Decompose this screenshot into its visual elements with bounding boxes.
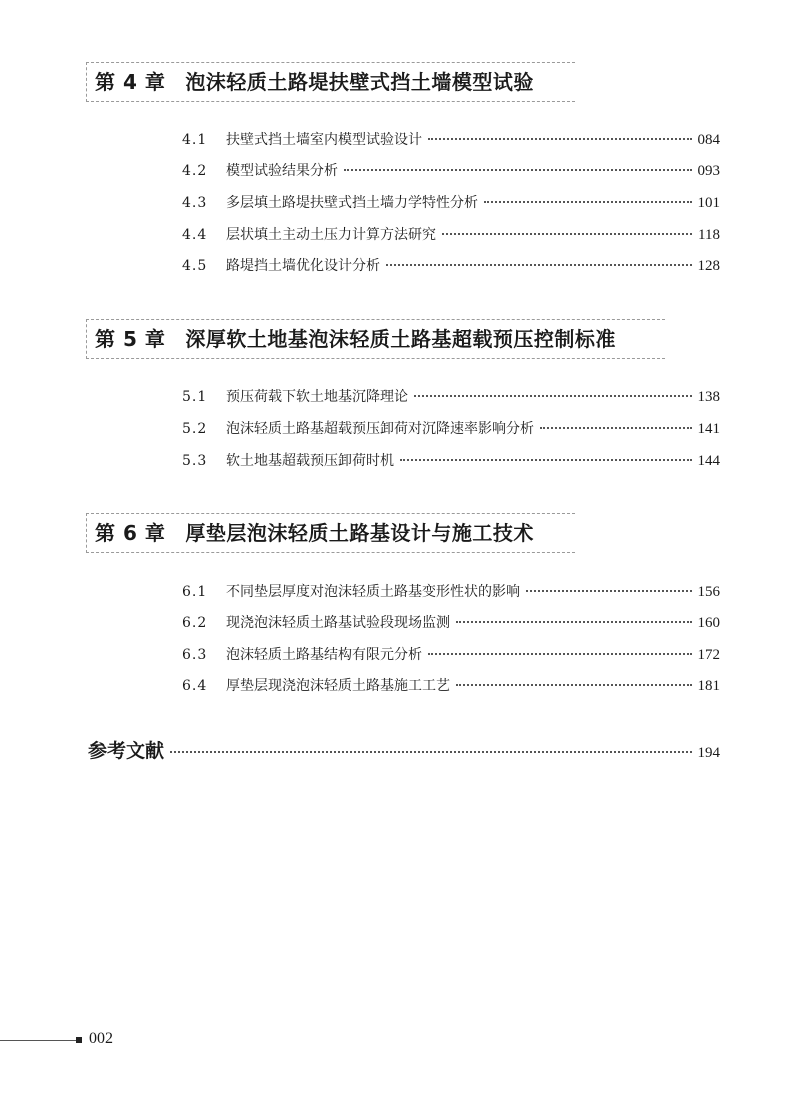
toc-entry[interactable] <box>182 255 720 277</box>
section-number: 6.1 <box>182 584 208 600</box>
section-number: 6.3 <box>182 647 208 663</box>
leader-dots <box>170 751 691 753</box>
leader-dots <box>540 427 692 429</box>
leader-dots <box>386 264 692 266</box>
section-title: 泡沫轻质土路基超载预压卸荷对沉降速率影响分析 <box>226 421 534 437</box>
section-number: 4.5 <box>182 258 208 274</box>
section-number: 5.3 <box>182 453 208 469</box>
section-number: 6.2 <box>182 615 208 631</box>
page-number: 118 <box>698 227 720 243</box>
page-number: 156 <box>697 584 720 600</box>
page-number: 128 <box>697 258 720 274</box>
chapter-number: 第 5 章 <box>95 327 166 351</box>
page-number: 144 <box>697 453 720 469</box>
leader-dots <box>456 621 692 623</box>
chapter-title <box>95 517 534 546</box>
page-number: 160 <box>697 615 720 631</box>
footer-rule <box>0 1040 76 1041</box>
footer-square-icon <box>76 1037 82 1043</box>
section-number: 4.2 <box>182 163 208 179</box>
toc-entry[interactable] <box>182 675 720 697</box>
toc-entry[interactable] <box>182 160 720 182</box>
section-title: 多层填土路堤扶壁式挡土墙力学特性分析 <box>226 195 478 211</box>
section-title: 现浇泡沫轻质土路基试验段现场监测 <box>226 615 450 631</box>
leader-dots <box>414 395 692 397</box>
section-number: 4.4 <box>182 227 208 243</box>
section-title: 软土地基超载预压卸荷时机 <box>226 453 394 469</box>
section-title: 厚垫层现浇泡沫轻质土路基施工工艺 <box>226 678 450 694</box>
section-title: 路堤挡土墙优化设计分析 <box>226 258 380 274</box>
toc-entry[interactable] <box>182 386 720 408</box>
section-number: 4.3 <box>182 195 208 211</box>
references-title: 参考文献 <box>88 740 165 762</box>
leader-dots <box>526 590 692 592</box>
footer-page-number: 002 <box>89 1030 113 1047</box>
toc-entry[interactable] <box>182 644 720 666</box>
leader-dots <box>428 653 692 655</box>
section-title: 扶壁式挡土墙室内模型试验设计 <box>226 132 422 148</box>
toc-entry[interactable] <box>182 192 720 214</box>
section-number: 5.1 <box>182 389 208 405</box>
chapter-title <box>95 66 534 95</box>
page-number: 138 <box>697 389 720 405</box>
section-title: 预压荷载下软土地基沉降理论 <box>226 389 408 405</box>
page-number: 101 <box>697 195 720 211</box>
page-number: 093 <box>697 163 720 179</box>
toc-entry[interactable] <box>182 418 720 440</box>
page-number: 194 <box>697 745 720 761</box>
chapter-title <box>95 323 616 352</box>
toc-entry[interactable] <box>182 129 720 151</box>
leader-dots <box>428 138 692 140</box>
page-number: 181 <box>697 678 720 694</box>
chapter-number: 第 4 章 <box>95 70 166 94</box>
leader-dots <box>484 201 692 203</box>
leader-dots <box>456 684 692 686</box>
leader-dots <box>442 233 692 235</box>
section-number: 6.4 <box>182 678 208 694</box>
page-number: 141 <box>697 421 720 437</box>
section-title: 不同垫层厚度对泡沫轻质土路基变形性状的影响 <box>226 584 520 600</box>
toc-entry-references[interactable] <box>88 736 720 764</box>
toc-entry[interactable] <box>182 612 720 634</box>
section-title: 层状填土主动土压力计算方法研究 <box>226 227 436 243</box>
chapter-name: 深厚软土地基泡沫轻质土路基超载预压控制标准 <box>185 327 616 351</box>
leader-dots <box>344 169 692 171</box>
section-number: 4.1 <box>182 132 208 148</box>
chapter-name: 厚垫层泡沫轻质土路基设计与施工技术 <box>185 521 534 545</box>
chapter-number: 第 6 章 <box>95 521 166 545</box>
chapter-name: 泡沫轻质土路堤扶壁式挡土墙模型试验 <box>185 70 534 94</box>
page-number: 172 <box>697 647 720 663</box>
toc-entry[interactable] <box>182 581 720 603</box>
leader-dots <box>400 459 692 461</box>
toc-entry[interactable] <box>182 224 720 246</box>
section-number: 5.2 <box>182 421 208 437</box>
toc-entry[interactable] <box>182 450 720 472</box>
section-title: 模型试验结果分析 <box>226 163 338 179</box>
page-number: 084 <box>697 132 720 148</box>
section-title: 泡沫轻质土路基结构有限元分析 <box>226 647 422 663</box>
